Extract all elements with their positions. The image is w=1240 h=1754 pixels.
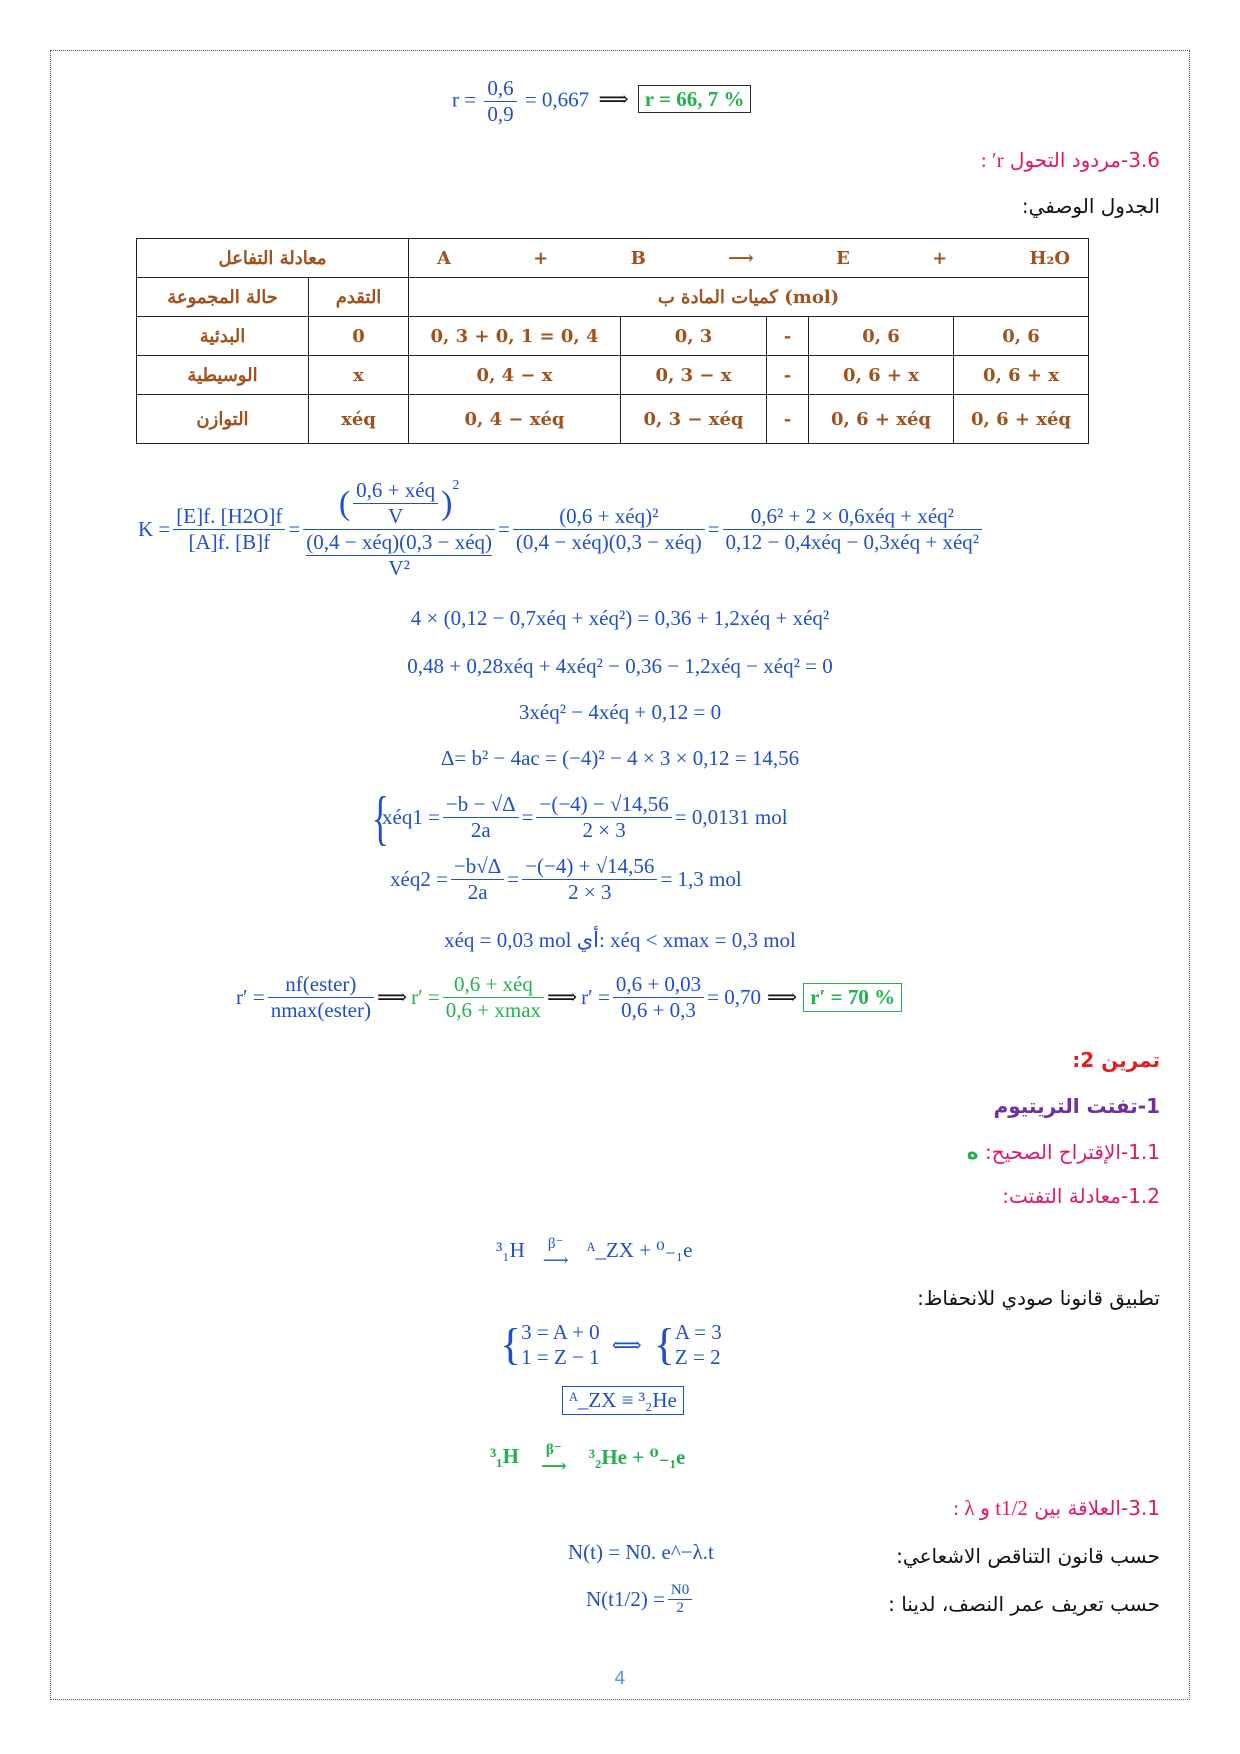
section-3-1: 3.1-العلاقة بين t1/2 و λ :	[953, 1496, 1160, 1520]
decay-equation-final: ³₁H β⁻ ⟶ ³₂He + ⁰₋₁e	[490, 1442, 686, 1476]
table-title: الجدول الوصفي:	[1021, 194, 1160, 218]
brace-icon: {	[371, 785, 390, 851]
root-1: xéq1 = $\frac{-b - √\Delta}{2a}$ = $\frac{-(-4) - √14,56}{2 \times 3}$ = 0,0131 mol	[382, 792, 788, 842]
r-prime-result-box: r′ = 70 %	[803, 983, 902, 1012]
decay-equation: ³₁H β⁻ ⟶ ᴬ_ZX + ⁰₋₁e	[496, 1236, 693, 1270]
equation-line: 4 × (0,12 − 0,7xéq + xéq²) = 0,36 + 1,2xéq + xéq²	[410, 606, 830, 630]
section-1-2: 1.2-معادلة التفتت:	[1002, 1184, 1160, 1208]
r-calculation: r = $\frac{0,6}{0,9}$ = 0,667 ⟹ r = 66, 7 %	[452, 76, 751, 127]
r-result-box: r = 66, 7 %	[638, 85, 752, 113]
identity-box: ᴬ_ZX ≡ ³₂He	[562, 1386, 684, 1415]
delta-line: Δ= b² − 4ac = (−4)² − 4 × 3 × 0,12 = 14,56	[440, 746, 800, 770]
section-1-1: 1.1-الإقتراح الصحيح: ه	[966, 1140, 1160, 1164]
table-row: التوازن xéq 0, 4 − xéq 0, 3 − xéq - 0, 6 + xéq 0, 6 + xéq	[137, 395, 1089, 444]
quantities-label-cell: كميات المادة ب (mol)	[409, 278, 1089, 317]
equation-line: 3xéq² − 4xéq + 0,12 = 0	[518, 700, 722, 724]
half-life-text: حسب تعريف عمر النصف، لدينا :	[888, 1592, 1160, 1616]
table-row: الوسيطية x 0, 4 − x 0, 3 − x - 0, 6 + x 0, 6 + x	[137, 356, 1089, 395]
equation-cell: A + B ⟶ E + H₂O	[409, 239, 1089, 278]
section-3-6-title: 3.6-مردود التحول r′ :	[980, 148, 1160, 172]
xeq-line: xéq = 0,03 mol أي: xéq < xmax = 0,3 mol	[444, 928, 796, 952]
state-label-cell: حالة المجموعة	[137, 278, 309, 317]
half-life-formula: N(t1/2) = $\frac{N0}{2}$	[586, 1582, 695, 1617]
equation-label-cell: معادلة التفاعل	[137, 239, 409, 278]
table-row: البدئية 0 0, 3 + 0, 1 = 0, 4 0, 3 - 0, 6 0, 6	[137, 317, 1089, 356]
decay-law-formula: N(t) = N0. e^−λ.t	[568, 1540, 714, 1564]
root-2: xéq2 = $\frac{-b√\Delta}{2a}$ = $\frac{-(-4) + √14,56}{2 \times 3}$ = 1,3 mol	[390, 854, 742, 904]
r-prime-calculation: r′ = nf(ester) nmax(ester) ⟹ r′ = 0,6 + xéq 0,6 + xmax ⟹ r′ = $\frac{0,6 + 0,03}{0,6 + 0,3}$ = 0,70 ⟹ r′ = 70 %	[236, 972, 902, 1023]
equation-line: 0,48 + 0,28xéq + 4xéq² − 0,36 − 1,2xéq − xéq² = 0	[407, 654, 833, 678]
progress-table	[136, 238, 1089, 444]
advance-label-cell: التقدم	[309, 278, 409, 317]
section-1-title: 1-تفتت التريتيوم	[993, 1094, 1160, 1118]
exercise-2-title: تمرين 2:	[1072, 1048, 1160, 1072]
decay-law-text: حسب قانون التناقص الاشعاعي:	[896, 1544, 1160, 1568]
soddy-laws-text: تطبيق قانونا صودي للانحفاظ:	[917, 1286, 1160, 1310]
page-number: 4	[614, 1668, 626, 1689]
soddy-system: { 3 = A + 0 1 = Z − 1 ⟺ { A = 3 Z = 2	[500, 1320, 722, 1369]
k-equation: K = $\frac{[E]f. [H2O]f}{[A]f. [B]f}$ = ( 0,6 + xéq V ) $^2$ (0,4 − xéq)(0,3 − xéq) V² = (0,6 + xéq)² (0,4 − xéq)(0,3 − xéq) = 0,6² + 2 × 0,6xéq + xéq² 0,12 − 0,4xéq − 0,3xéq + xéq²	[138, 478, 985, 581]
